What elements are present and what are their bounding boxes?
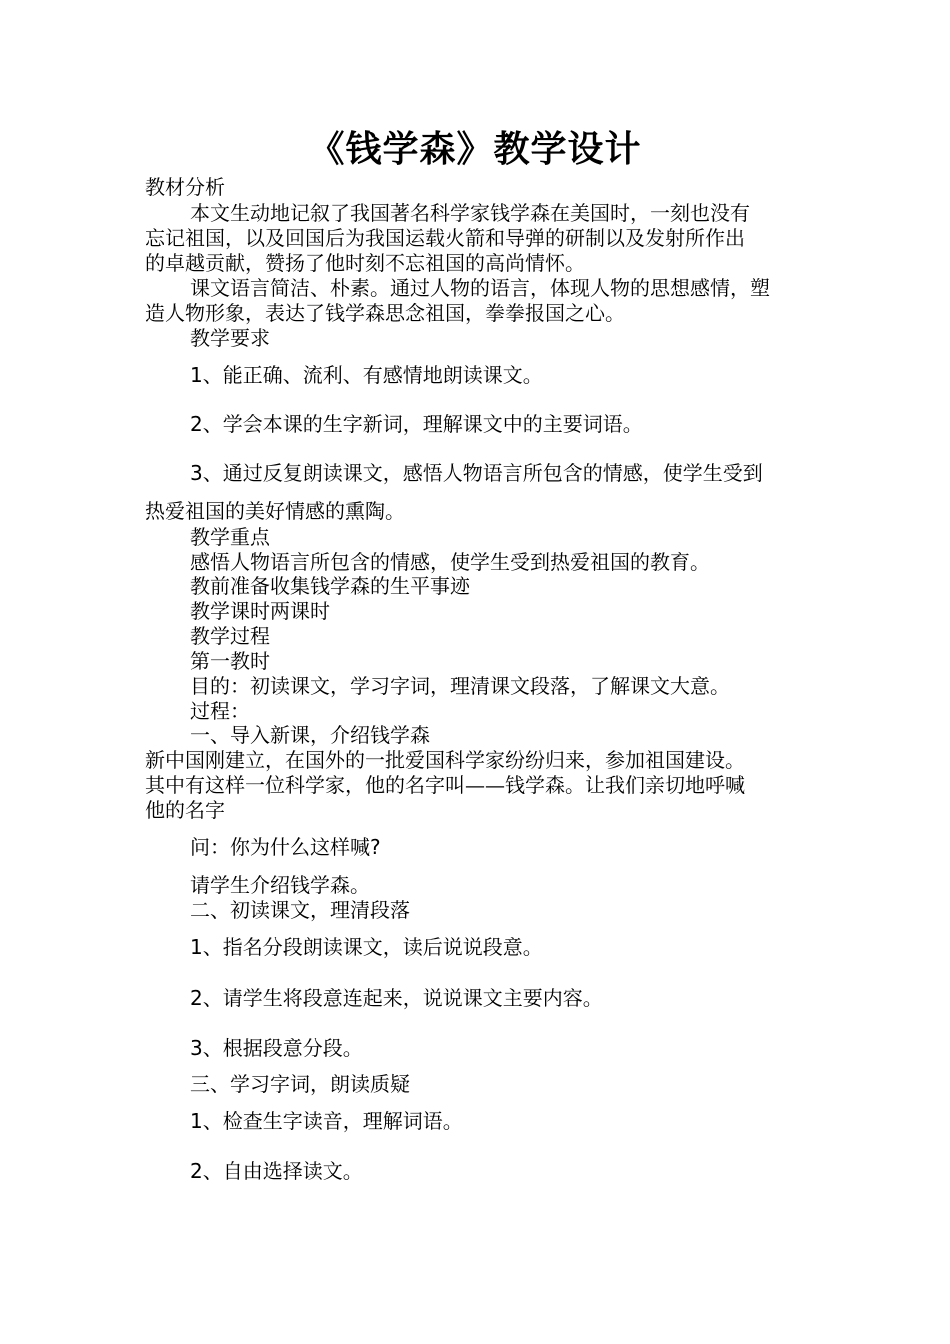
document-title: 《钱学森》教学设计 — [308, 129, 642, 170]
requirement-item-2: 2、学会本课的生字新词，理解课文中的主要词语。 — [190, 412, 643, 436]
lesson-one-heading: 第一教时 — [190, 649, 270, 673]
lesson-goal: 目的：初读课文，学习字词，理清课文段落，了解课文大意。 — [190, 674, 730, 698]
step-three-heading: 三、学习字词，朗读质疑 — [190, 1072, 410, 1096]
heading-teaching-requirements: 教学要求 — [190, 326, 270, 350]
step-three-item-1: 1、检查生字读音，理解词语。 — [190, 1109, 463, 1133]
intro-line-3: 他的名字 — [145, 798, 225, 822]
introduce-line: 请学生介绍钱学森。 — [190, 873, 370, 897]
step-two-item-1: 1、指名分段朗读课文，读后说说段意。 — [190, 935, 543, 959]
material-paragraph-1-line-1: 本文生动地记叙了我国著名科学家钱学森在美国时，一刻也没有 — [190, 201, 750, 225]
material-paragraph-1-line-2: 忘记祖国，以及回国后为我国运载火箭和导弹的研制以及发射所作出 — [145, 226, 745, 250]
preparation-line: 教前准备收集钱学森的生平事迹 — [190, 574, 470, 598]
intro-line-1: 新中国刚建立，在国外的一批爱国科学家纷纷归来，参加祖国建设。 — [145, 748, 745, 772]
heading-material-analysis: 教材分析 — [145, 175, 225, 199]
material-paragraph-1-line-3: 的卓越贡献，赞扬了他时刻不忘祖国的高尚情怀。 — [145, 251, 585, 275]
step-two-item-3: 3、根据段意分段。 — [190, 1036, 363, 1060]
material-paragraph-2-line-2: 造人物形象，表达了钱学森思念祖国，拳拳报国之心。 — [145, 301, 625, 325]
step-one-heading: 一、导入新课，介绍钱学森 — [190, 723, 430, 747]
heading-teaching-process: 教学过程 — [190, 624, 270, 648]
class-hours-line: 教学课时两课时 — [190, 599, 330, 623]
step-two-heading: 二、初读课文，理清段落 — [190, 898, 410, 922]
requirement-item-3-line-1: 3、通过反复朗读课文，感悟人物语言所包含的情感，使学生受到 — [190, 461, 763, 485]
requirement-item-3-line-2: 热爱祖国的美好情感的熏陶。 — [145, 499, 405, 523]
heading-teaching-focus: 教学重点 — [190, 525, 270, 549]
step-two-item-2: 2、请学生将段意连起来，说说课文主要内容。 — [190, 986, 603, 1010]
requirement-item-1: 1、能正确、流利、有感情地朗读课文。 — [190, 363, 543, 387]
process-label: 过程： — [190, 699, 250, 723]
material-paragraph-2-line-1: 课文语言简洁、朴素。通过人物的语言，体现人物的思想感情，塑 — [190, 276, 770, 300]
question-line: 问：你为什么这样喊? — [190, 835, 381, 859]
step-three-item-2: 2、自由选择读文。 — [190, 1159, 363, 1183]
intro-line-2: 其中有这样一位科学家，他的名字叫——钱学森。让我们亲切地呼喊 — [145, 773, 745, 797]
teaching-focus-text: 感悟人物语言所包含的情感，使学生受到热爱祖国的教育。 — [190, 550, 710, 574]
